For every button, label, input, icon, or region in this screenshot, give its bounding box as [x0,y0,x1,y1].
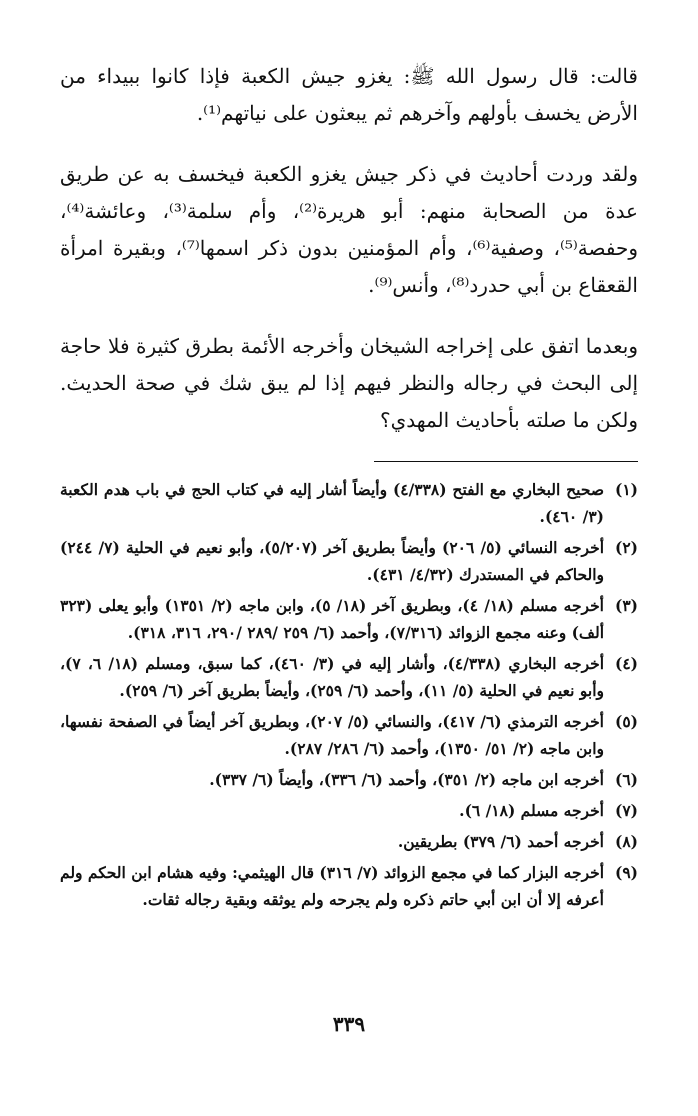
paragraph-hadith-quote: قالت: قال رسول الله ﷺ: يغزو جيش الكعبة فإذا كانوا ببيداء من الأرض يخسف بأولهم وآخرهم ثم يبعثون على نياتهم⁽¹⁾. [60,64,638,125]
footnote-5 [60,708,638,762]
book-page [60,58,638,1076]
footnote-text: أخرجه مسلم (١٨/ ٦). [459,801,604,820]
footnote-7 [60,797,638,824]
page-number: ٣٣٩ [332,1012,366,1036]
footnote-text: أخرجه الترمذي (٦/ ٤١٧)، والنسائي (٥/ ٢٠٧)، وبطريق آخر أيضاً في الصفحة نفسها، وابن ماجه (٢/ ٥١/ ١٣٥٠)، وأحمد (٦/ ٢٨٦/ ٢٨٧). [60,712,604,758]
paragraph-conclusion: وبعدما اتفق على إخراجه الشيخان وأخرجه الأئمة بطرق كثيرة فلا حاجة إلى البحث في رجاله والنظر فيهم إذا لم يبق شك في صحة الحديث. ولكن ما صلته بأحاديث المهدي؟ [60,334,638,432]
footnote-3 [60,592,638,646]
footnote-text: أخرجه النسائي (٥/ ٢٠٦) وأيضاً بطريق آخر (٥/٢٠٧)، وأبو نعيم في الحلية (٧/ ٢٤٤) والحاكم في المستدرك (٤/٣٢/ ٤٣١). [60,538,604,584]
paragraph-narrators: ولقد وردت أحاديث في ذكر جيش يغزو الكعبة فيخسف به عن طريق عدة من الصحابة منهم: أبو هريرة⁽²⁾، وأم سلمة⁽³⁾، وعائشة⁽⁴⁾، وحفصة⁽⁵⁾، وصفية⁽⁶⁾، وأم المؤمنين بدون ذكر اسمها⁽⁷⁾، وبقيرة امرأة القعقاع بن أبي حدرد⁽⁸⁾، وأنس⁽⁹⁾. [60,162,639,297]
footnote-number: (٦) [614,770,638,789]
footnotes-list [60,476,638,913]
footnote-number: (١) [614,480,638,499]
footnote-2 [60,534,638,588]
footnote-number: (٨) [614,832,638,851]
footnote-divider [374,461,638,462]
footnote-number: (٣) [614,596,638,615]
footnote-number: (٩) [614,863,638,882]
footnote-text: أخرجه مسلم (١٨/ ٤)، وبطريق آخر (١٨/ ٥)، وابن ماجه (٢/ ١٣٥١) وأبو يعلى (٣٢٣ ألف) وعنه مجمع الزوائد (٧/٣١٦)، وأحمد (٦/ ٢٥٩ /٢٨٩ /٢٩٠، ٣١٦، ٣١٨). [60,596,604,642]
footnote-number: (٢) [614,538,638,557]
main-text [60,58,638,439]
footnote-6 [60,766,638,793]
footnote-text: أخرجه أحمد (٦/ ٣٧٩) بطريقين. [397,832,604,851]
footnote-number: (٥) [614,712,638,731]
footnote-1 [60,476,638,530]
footnote-number: (٧) [614,801,638,820]
footnote-text: أخرجه البزار كما في مجمع الزوائد (٧/ ٣١٦) قال الهيثمي: وفيه هشام ابن الحكم ولم أعرفه إلا أن ابن أبي حاتم ذكره ولم يجرحه ولم يوثقه وبقية رجاله ثقات. [60,863,605,909]
footnote-text: صحيح البخاري مع الفتح (٤/٣٣٨) وأيضاً أشار إليه في كتاب الحج في باب هدم الكعبة (٣/ ٤٦٠). [60,480,604,526]
footnote-8 [60,828,638,855]
footnote-number: (٤) [614,654,638,673]
footnote-9 [60,859,638,913]
footnote-text: أخرجه البخاري (٤/٣٣٨)، وأشار إليه في (٣/ ٤٦٠)، كما سبق، ومسلم (١٨/ ٦، ٧)، وأبو نعيم في الحلية (٥/ ١١)، وأحمد (٦/ ٢٥٩)، وأيضاً بطريق آخر (٦/ ٢٥٩). [60,654,605,700]
footnote-4 [60,650,638,704]
footnote-text: أخرجه ابن ماجه (٢/ ٣٥١)، وأحمد (٦/ ٣٣٦)، وأيضاً (٦/ ٣٣٧). [209,770,604,789]
